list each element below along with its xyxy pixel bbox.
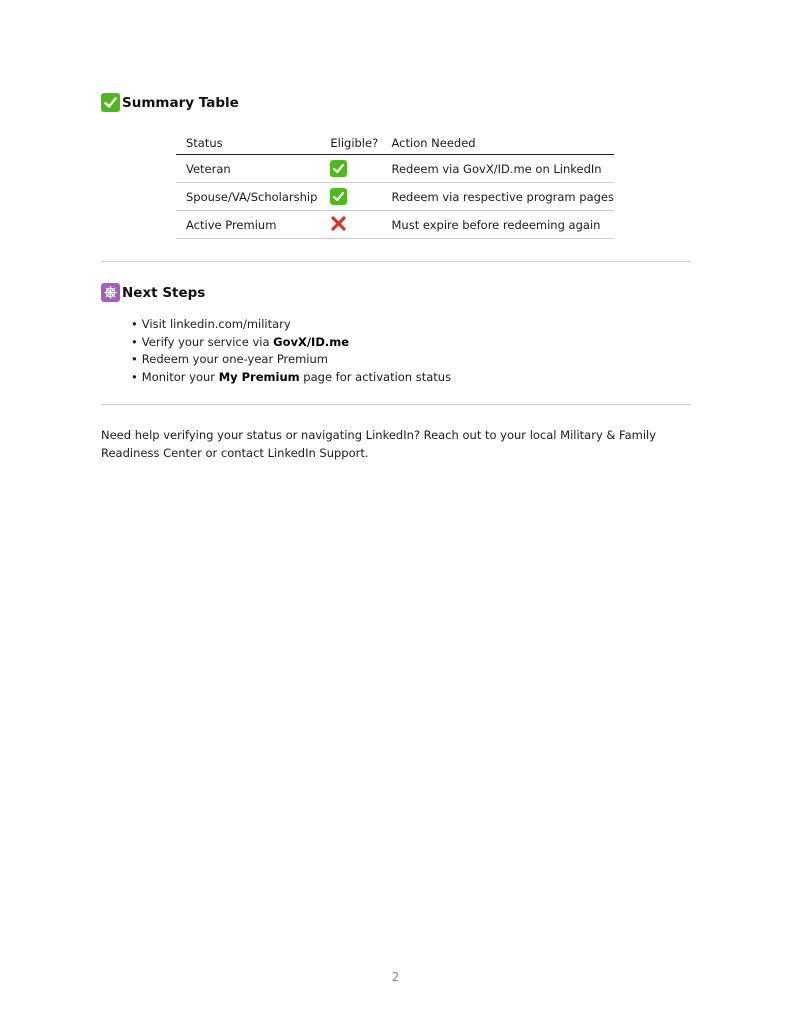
next-steps-heading bbox=[101, 283, 205, 302]
action-cell: Redeem via respective program pages bbox=[382, 183, 615, 211]
status-cell: Spouse/VA/Scholarship bbox=[176, 183, 320, 211]
column-header-action: Action Needed bbox=[382, 131, 615, 155]
summary-table-title: Summary Table bbox=[122, 94, 239, 111]
summary-table-heading bbox=[101, 93, 239, 112]
check-mark-icon bbox=[330, 188, 347, 205]
list-item: • Verify your service via GovX/ID.me bbox=[131, 334, 451, 352]
column-header-eligible: Eligible? bbox=[320, 131, 381, 155]
column-header-status: Status bbox=[176, 131, 320, 155]
list-item: • Monitor your My Premium page for activation status bbox=[131, 369, 451, 387]
wheel-icon bbox=[101, 283, 120, 302]
eligible-cell bbox=[320, 183, 381, 211]
page-number: 2 bbox=[391, 970, 400, 984]
section-divider bbox=[101, 404, 691, 405]
table-header-row bbox=[176, 131, 614, 155]
status-cell: Active Premium bbox=[176, 211, 320, 239]
table-row bbox=[176, 155, 614, 183]
section-divider bbox=[101, 261, 691, 262]
list-item: • Redeem your one-year Premium bbox=[131, 351, 451, 369]
list-item: • Visit linkedin.com/military bbox=[131, 316, 451, 334]
cross-mark-icon bbox=[330, 215, 347, 232]
summary-table bbox=[176, 131, 614, 239]
table-row bbox=[176, 211, 614, 239]
check-mark-icon bbox=[330, 160, 347, 177]
next-steps-list bbox=[131, 316, 451, 387]
action-cell: Redeem via GovX/ID.me on LinkedIn bbox=[382, 155, 615, 183]
next-steps-title: Next Steps bbox=[122, 284, 206, 301]
help-paragraph: Need help verifying your status or navigating LinkedIn? Reach out to your local Military & Family Readiness Center or contact LinkedIn Support. bbox=[101, 428, 657, 460]
action-cell: Must expire before redeeming again bbox=[382, 211, 615, 239]
check-mark-icon bbox=[101, 93, 120, 112]
eligible-cell bbox=[320, 211, 381, 239]
eligible-cell bbox=[320, 155, 381, 183]
status-cell: Veteran bbox=[176, 155, 320, 183]
table-row bbox=[176, 183, 614, 211]
